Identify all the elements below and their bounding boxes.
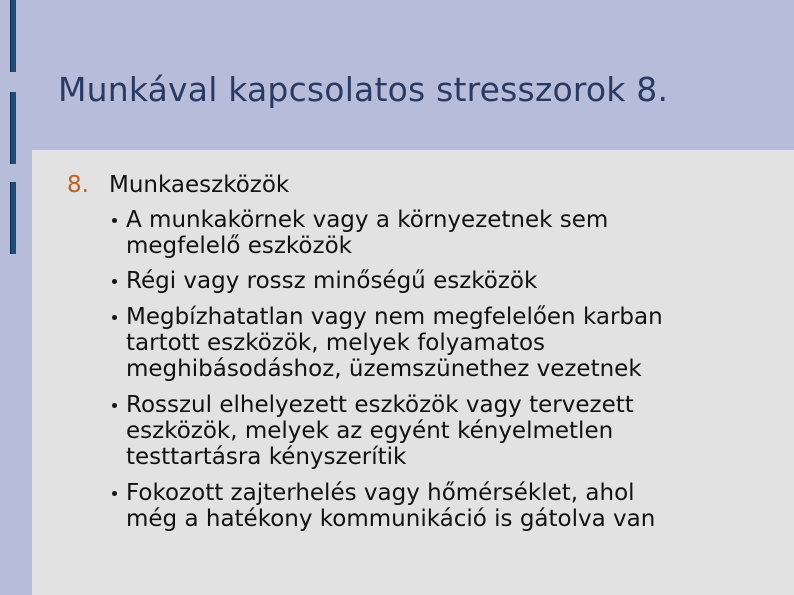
list-item-text: testtartásra kényszerítik (126, 444, 407, 470)
list-item-text: Megbízhatatlan vagy nem megfelelően karban (126, 304, 663, 330)
list-item-text: Rosszul elhelyezett eszközök vagy tervezett (126, 392, 634, 418)
list-item-text: meghibásodáshoz, üzemszünethez vezetnek (126, 356, 642, 382)
bullet-icon (112, 315, 117, 320)
item-label: Munkaeszközök (109, 172, 290, 198)
slide-title: Munkával kapcsolatos stresszorok 8. (58, 70, 669, 109)
list-item (92, 304, 772, 382)
list-item (92, 268, 772, 294)
list-item-text: megfelelő eszközök (126, 233, 352, 259)
list-item (92, 392, 772, 470)
side-bar-middle (10, 92, 16, 164)
list-item-text: Régi vagy rossz minőségű eszközök (126, 268, 538, 294)
list-item (92, 480, 772, 532)
list-item-text: eszközök, melyek az egyént kényelmetlen (126, 418, 614, 444)
list-item-text: A munkakörnek vagy a környezetnek sem (126, 207, 609, 233)
item-number: 8. (67, 172, 89, 198)
list-item-main (67, 172, 289, 198)
list-item (92, 207, 772, 259)
bullet-icon (112, 279, 117, 284)
side-bar-bottom (10, 182, 16, 254)
list-item-text: Fokozott zajterhelés vagy hőmérséklet, ahol (126, 480, 635, 506)
list-item-text: még a hatékony kommunikáció is gátolva van (126, 506, 656, 532)
bullet-icon (112, 403, 117, 408)
bullet-icon (112, 218, 117, 223)
side-bar-top (10, 0, 16, 72)
content-box (32, 150, 794, 595)
bullet-icon (112, 491, 117, 496)
list-item-text: tartott eszközök, melyek folyamatos (126, 330, 546, 356)
